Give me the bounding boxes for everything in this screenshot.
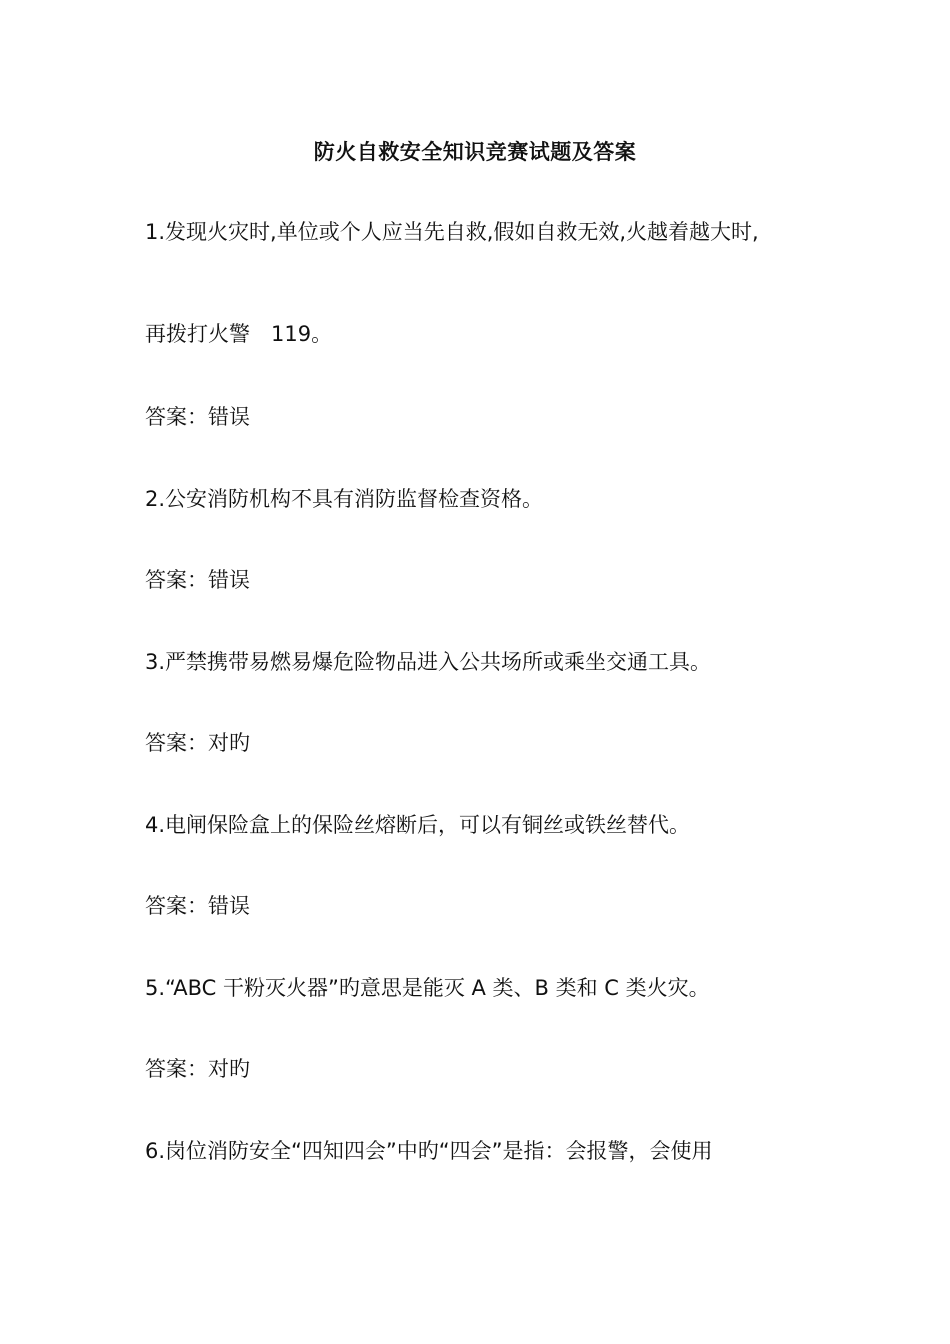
answer-3: 答案：对旳 (145, 731, 250, 755)
question-3: 3.严禁携带易燃易爆危险物品进入公共场所或乘坐交通工具。 (145, 650, 712, 674)
question-5: 5.“ABC 干粉灭火器”旳意思是能灭 A 类、B 类和 C 类火灾。 (145, 976, 710, 1000)
question-1-line-2: 再拨打火警 119。 (145, 322, 333, 346)
answer-5: 答案：对旳 (145, 1057, 250, 1081)
question-6-line-1: 6.岗位消防安全“四知四会”中旳“四会”是指：会报警，会使用 (145, 1139, 713, 1163)
answer-2: 答案：错误 (145, 568, 250, 592)
question-2: 2.公安消防机构不具有消防监督检查资格。 (145, 487, 544, 511)
question-1-line-1: 1.发现火灾时,单位或个人应当先自救,假如自救无效,火越着越大时, (145, 220, 759, 244)
answer-1: 答案：错误 (145, 405, 250, 429)
question-4: 4.电闸保险盒上的保险丝熔断后，可以有铜丝或铁丝替代。 (145, 813, 691, 837)
answer-4: 答案：错误 (145, 894, 250, 918)
document-title: 防火自救安全知识竞赛试题及答案 (313, 140, 637, 164)
